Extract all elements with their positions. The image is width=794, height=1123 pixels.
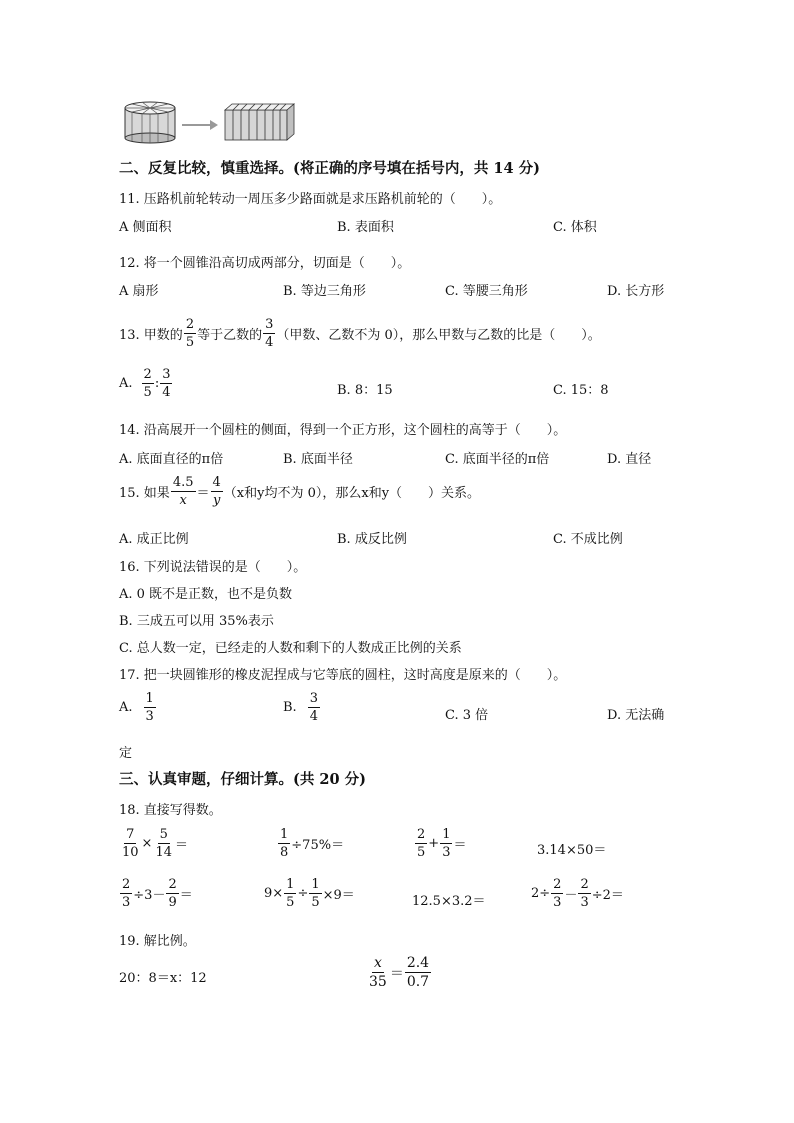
q17-option-b: B. $\frac{3}{4}$ [283,691,318,724]
q16-stem: 16. 下列说法错误的是（ ）。 [119,560,307,575]
q16-option-b: B. 三成五可以用 35%表示 [119,614,274,629]
q18-expr-4: 3.14×50＝ [537,843,607,858]
q13-option-b: B. 8：15 [337,383,393,398]
q18-expr-8: 2÷ $\frac{2}{3}$ － $\frac{2}{3}$ ÷2＝ [531,877,624,910]
q13-num: 13. 甲数的 [119,328,183,343]
q15-fraction-2: $\frac{4}{y}$ [212,475,221,508]
q19-stem: 19. 解比例。 [119,934,196,949]
q13-option-a: A. $\frac{2}{5}$ : $\frac{3}{4}$ [119,367,171,400]
q17-option-c: C. 3 倍 [445,708,489,723]
q14-option-b: B. 底面半径 [283,452,353,467]
cylinder-icon [125,102,175,143]
q13-fraction-2: $\frac{3}{4}$ [265,317,274,350]
q15-option-a: A. 成正比例 [119,532,189,547]
q18-stem: 18. 直接写得数。 [119,803,222,818]
q11-option-c: C. 体积 [553,220,597,235]
q17-stem: 17. 把一块圆锥形的橡皮泥捏成与它等底的圆柱，这时高度是原来的（ ）。 [119,668,567,683]
q18-expr-1: $\frac{7}{10}$ × $\frac{5}{14}$ ＝ [122,827,189,860]
q16-option-a: A. 0 既不是正数，也不是负数 [119,587,293,602]
q14-option-d: D. 直径 [607,452,652,467]
cylinder-cut-illustration [120,98,295,144]
q15-stem: 15. 如果 $\frac{4.5}{x}$ ＝ $\frac{4}{y}$ （x和y均不为 0），那么x和y（ ）关系。 [119,475,481,508]
q13-option-c: C. 15：8 [553,383,609,398]
q15-fraction-1: $\frac{4.5}{x}$ [172,475,194,508]
q18-expr-7: 12.5×3.2＝ [412,894,486,909]
q15-option-c: C. 不成比例 [553,532,623,547]
q13-fraction-1: $\frac{2}{5}$ [185,317,195,350]
q19-proportion-2: $\frac{x}{35}$ ＝ $\frac{2.4}{0.7}$ [369,955,430,990]
q14-stem: 14. 沿高展开一个圆柱的侧面，得到一个正方形，这个圆柱的高等于（ ）。 [119,423,567,438]
q13-mid: 等于乙数的 [197,328,263,343]
section2-heading: 二、反复比较，慎重选择。(将正确的序号填在括号内，共 14 分) [119,160,540,177]
q19-proportion-1: 20：8＝x：12 [119,971,207,986]
q18-expr-6: 9× $\frac{1}{5}$ ÷ $\frac{1}{5}$ ×9＝ [264,877,355,910]
q13-tail: （甲数、乙数不为 0），那么甲数与乙数的比是（ ）。 [276,328,601,343]
q14-option-a: A. 底面直径的π倍 [119,452,224,467]
q16-option-c: C. 总人数一定，已经走的人数和剩下的人数成正比例的关系 [119,641,462,656]
q11-option-b: B. 表面积 [337,220,394,235]
section3-heading: 三、认真审题，仔细计算。(共 20 分) [119,771,366,788]
q11-option-a: A 侧面积 [119,220,172,235]
q12-option-a: A 扇形 [119,284,159,299]
q17-option-d: D. 无法确 [607,708,665,723]
q13-stem [119,318,601,349]
q18-expr-2: $\frac{1}{8}$ ÷75%＝ [280,827,345,860]
q18-expr-3: $\frac{2}{5}$ + $\frac{1}{3}$ ＝ [417,827,467,860]
q12-option-d: D. 长方形 [607,284,665,299]
arrow-right-icon [182,120,218,130]
q15-option-b: B. 成反比例 [337,532,407,547]
q18-expr-5: $\frac{2}{3}$ ÷3－ $\frac{2}{9}$ ＝ [122,877,193,910]
q12-stem: 12. 将一个圆锥沿高切成两部分，切面是（ ）。 [119,256,411,271]
q12-option-b: B. 等边三角形 [283,284,366,299]
q14-option-c: C. 底面半径的π倍 [445,452,550,467]
q12-option-c: C. 等腰三角形 [445,284,528,299]
rearranged-cylinder-icon [225,104,294,140]
q17-option-a: A. $\frac{1}{3}$ [119,691,154,724]
q17-option-d-continued: 定 [119,746,133,761]
q11-stem: 11. 压路机前轮转动一周压多少路面就是求压路机前轮的（ ）。 [119,192,502,207]
